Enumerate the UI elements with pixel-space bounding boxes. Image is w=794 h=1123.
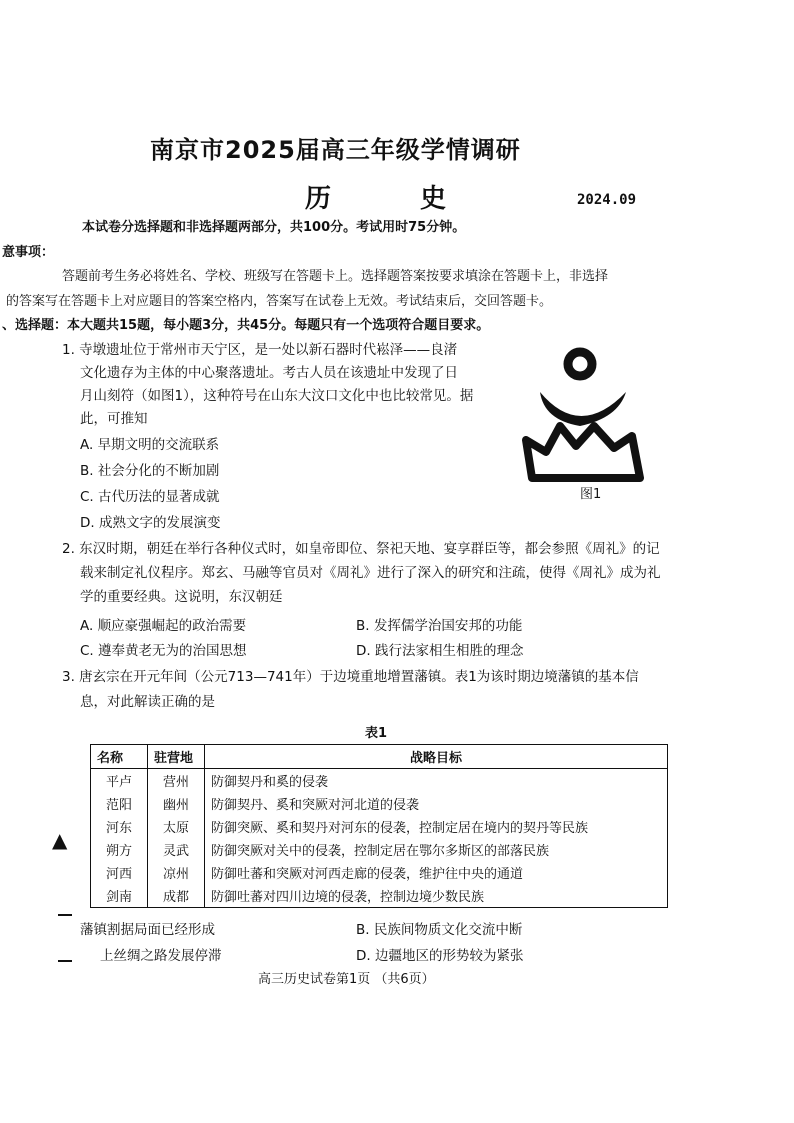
subject-title: 历 史 <box>305 184 487 214</box>
q2-option-a: A. 顺应豪强崛起的政治需要 <box>80 618 247 634</box>
table-row <box>91 769 668 793</box>
margin-rule <box>58 960 72 962</box>
page-footer: 高三历史试卷第1页 （共6页） <box>258 972 435 987</box>
section-heading: 、选择题：本大题共15题，每小题3分，共45分。每题只有一个选项符合题目要求。 <box>2 318 490 333</box>
exam-date: 2024.09 <box>577 192 637 208</box>
table-caption: 表1 <box>365 726 388 741</box>
notice-line-2: 的答案写在答题卡上对应题目的答案空格内，答案写在试卷上无效。考试结束后，交回答题卡。 <box>6 294 553 309</box>
cell-garrison: 营州 <box>148 769 205 793</box>
q3-option-b: B. 民族间物质文化交流中断 <box>356 922 523 938</box>
cell-name: 河东 <box>91 815 148 838</box>
cell-name: 河西 <box>91 861 148 884</box>
q2-option-b: B. 发挥儒学治国安邦的功能 <box>356 618 523 634</box>
notice-label: 意事项： <box>2 245 55 260</box>
table-row <box>91 792 668 815</box>
cell-garrison: 太原 <box>148 815 205 838</box>
column-header: 战略目标 <box>205 745 668 769</box>
q1-option-b: B. 社会分化的不断加剧 <box>80 463 220 479</box>
q1-line-4: 此，可推知 <box>80 411 148 427</box>
table-row <box>91 838 668 861</box>
scan-mark-icon: ▲ <box>52 828 68 852</box>
sun-moon-mountain-glyph-icon <box>518 340 650 490</box>
q3-option-c: 上丝绸之路发展停滞 <box>100 948 222 964</box>
cell-garrison: 幽州 <box>148 792 205 815</box>
q2-option-c: C. 遵奉黄老无为的治国思想 <box>80 643 247 659</box>
intro-line: 本试卷分选择题和非选择题两部分，共100分。考试用时75分钟。 <box>82 220 466 235</box>
cell-name: 朔方 <box>91 838 148 861</box>
table-row <box>91 861 668 884</box>
q1-option-d: D. 成熟文字的发展演变 <box>80 515 221 531</box>
page-title: 南京市2025届高三年级学情调研 <box>150 136 521 164</box>
cell-goal: 防御吐蕃和突厥对河西走廊的侵袭，维护往中央的通道 <box>205 861 668 884</box>
q3-line-1: 3. 唐玄宗在开元年间（公元713—741年）于边境重地增置藩镇。表1为该时期边境藩镇的基本信 <box>62 669 639 685</box>
cell-name: 平卢 <box>91 769 148 793</box>
notice-line-1: 答题前考生务必将姓名、学校、班级写在答题卡上。选择题答案按要求填涂在答题卡上，非选择 <box>62 269 609 284</box>
cell-garrison: 成都 <box>148 884 205 908</box>
cell-goal: 防御契丹、奚和突厥对河北道的侵袭 <box>205 792 668 815</box>
cell-name: 剑南 <box>91 884 148 908</box>
q1-option-a: A. 早期文明的交流联系 <box>80 437 220 453</box>
table-row <box>91 884 668 908</box>
figure-caption: 图1 <box>580 487 602 502</box>
cell-goal: 防御突厥、奚和契丹对河东的侵袭，控制定居在境内的契丹等民族 <box>205 815 668 838</box>
cell-garrison: 凉州 <box>148 861 205 884</box>
q1-line-1: 1. 寺墩遗址位于常州市天宁区，是一处以新石器时代崧泽——良渚 <box>62 342 458 358</box>
q2-line-3: 学的重要经典。这说明，东汉朝廷 <box>80 589 283 605</box>
q2-line-1: 2. 东汉时期，朝廷在举行各种仪式时，如皇帝即位、祭祀天地、宴享群臣等，都会参照《周礼》的记 <box>62 541 660 557</box>
q3-line-2: 息，对此解读正确的是 <box>80 694 215 710</box>
column-header: 驻营地 <box>148 745 205 769</box>
table-header-row <box>91 745 668 769</box>
q2-option-d: D. 践行法家相生相胜的理念 <box>356 643 524 659</box>
frontier-garrison-table <box>90 744 668 908</box>
cell-goal: 防御吐蕃对四川边境的侵袭，控制边境少数民族 <box>205 884 668 908</box>
margin-rule <box>58 914 72 916</box>
q3-option-d: D. 边疆地区的形势较为紧张 <box>356 948 524 964</box>
q2-line-2: 载来制定礼仪程序。郑玄、马融等官员对《周礼》进行了深入的研究和注疏，使得《周礼》成为礼 <box>80 565 661 581</box>
cell-goal: 防御突厥对关中的侵袭，控制定居在鄂尔多斯区的部落民族 <box>205 838 668 861</box>
column-header: 名称 <box>91 745 148 769</box>
table-row <box>91 815 668 838</box>
cell-goal: 防御契丹和奚的侵袭 <box>205 769 668 793</box>
q1-line-2: 文化遗存为主体的中心聚落遗址。考古人员在该遗址中发现了日 <box>80 365 458 381</box>
q1-line-3: 月山刻符（如图1），这种符号在山东大汶口文化中也比较常见。据 <box>80 388 474 404</box>
q3-option-a: 藩镇割据局面已经形成 <box>80 922 215 938</box>
cell-garrison: 灵武 <box>148 838 205 861</box>
q1-option-c: C. 古代历法的显著成就 <box>80 489 220 505</box>
cell-name: 范阳 <box>91 792 148 815</box>
